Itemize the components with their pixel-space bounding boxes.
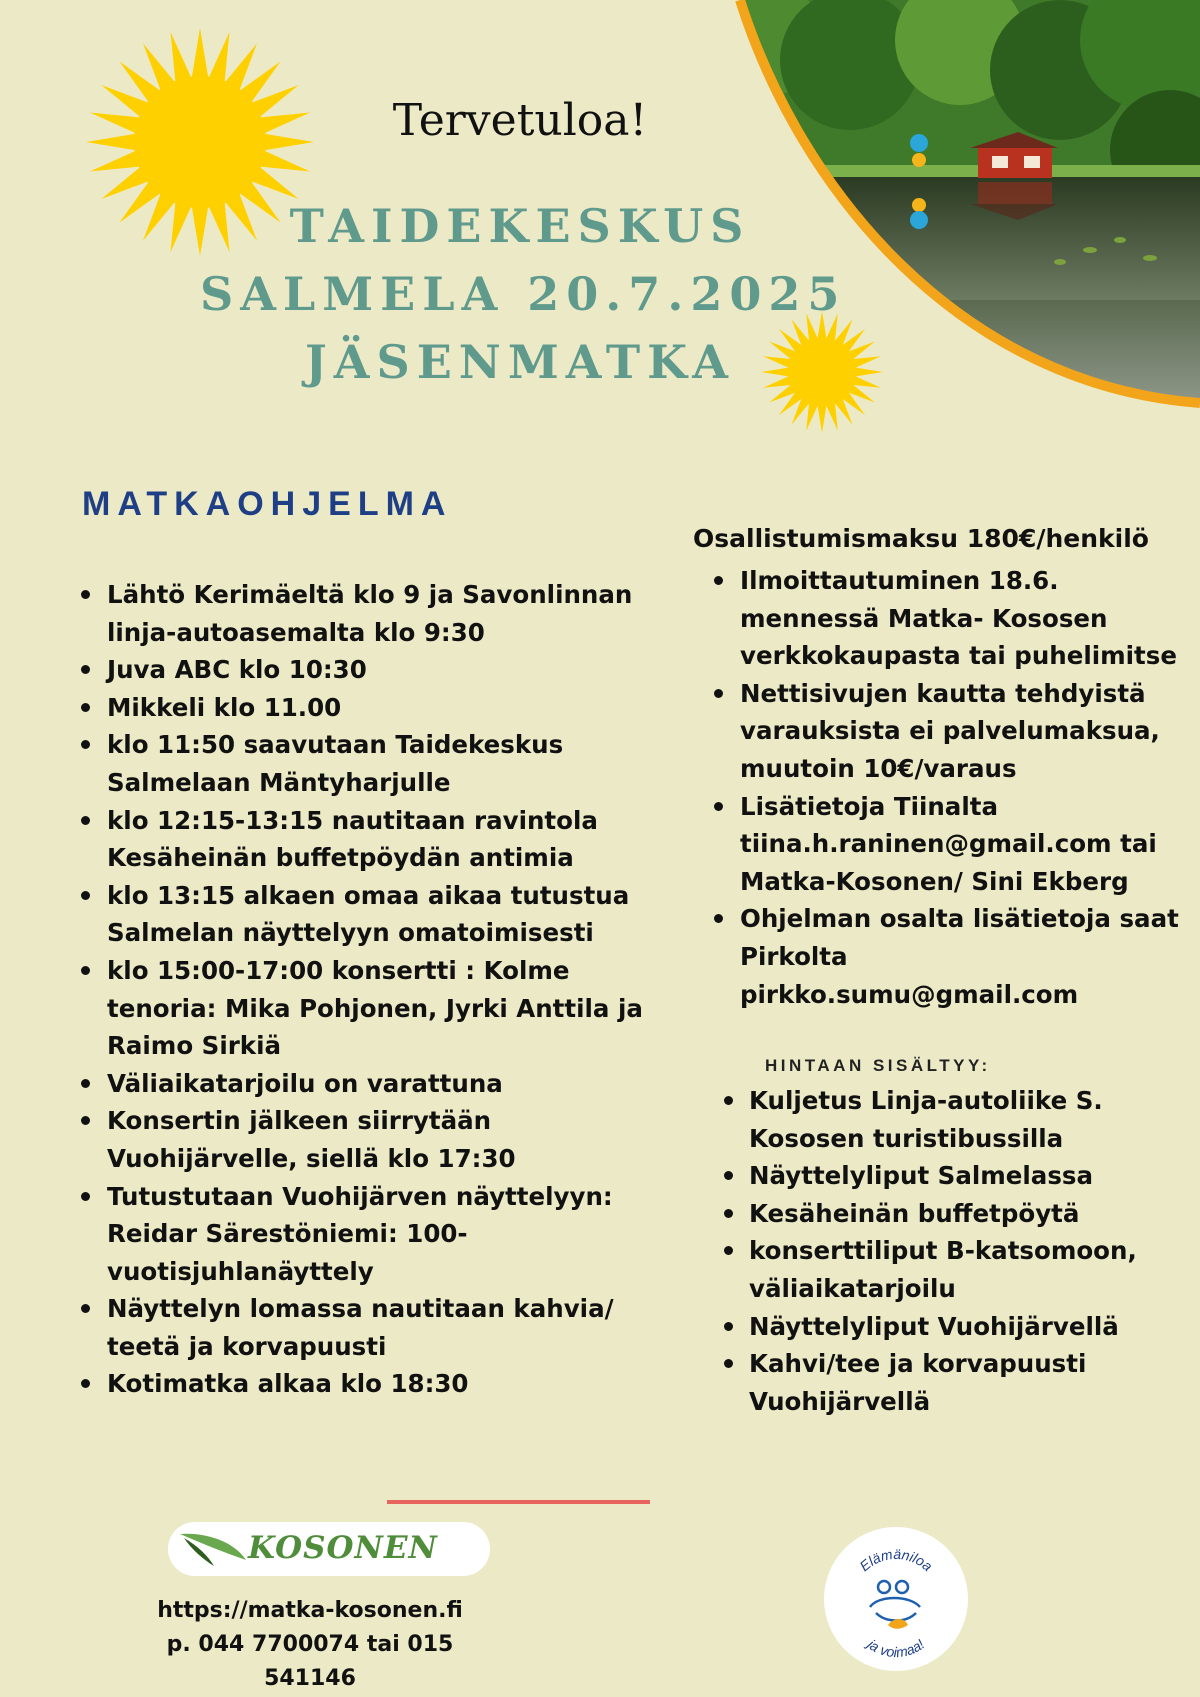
elamaniloa-badge [822, 1525, 970, 1673]
list-item: Lähtö Kerimäeltä klo 9 ja Savonlinnan linja-autoasemalta klo 9:30 [107, 576, 667, 651]
list-item: Ohjelman osalta lisätietoja saat Pirkolta pirkko.sumu@gmail.com [740, 900, 1180, 1013]
contact-info [130, 1594, 490, 1696]
logo-text: KOSONEN [248, 1530, 438, 1566]
list-item: klo 15:00-17:00 konsertti : Kolme tenoria: Mika Pohjonen, Jyrki Anttila ja Raimo Sirkiä [107, 952, 667, 1065]
title-line-1: TAIDEKESKUS [289, 199, 751, 253]
event-title [200, 192, 847, 396]
list-item: klo 11:50 saavutaan Taidekeskus Salmelaan Mäntyharjulle [107, 726, 667, 801]
list-item: Kahvi/tee ja korvapuusti Vuohijärvellä [749, 1345, 1179, 1420]
list-item: Näyttelyliput Salmelassa [749, 1157, 1179, 1195]
list-item: Kuljetus Linja-autoliike S. Kososen turistibussilla [749, 1082, 1179, 1157]
title-line-3: JÄSENMATKA [305, 335, 735, 389]
includes-heading: HINTAAN SISÄLTYY: [765, 1056, 991, 1075]
leaf-logo-icon [178, 1530, 248, 1568]
list-item: Nettisivujen kautta tehdyistä varauksista ei palvelumaksua, muutoin 10€/varaus [740, 675, 1180, 788]
list-item: konserttiliput B-katsomoon, väliaikatarjoilu [749, 1232, 1179, 1307]
list-item: Väliaikatarjoilu on varattuna [107, 1065, 667, 1103]
list-item: klo 13:15 alkaen omaa aikaa tutustua Salmelan näyttelyyn omatoimisesti [107, 877, 667, 952]
badge-bottom-text: ja voimaa! [864, 1636, 928, 1661]
list-item: Mikkeli klo 11.00 [107, 689, 667, 727]
list-item: Ilmoittautuminen 18.6. mennessä Matka- Kososen verkkokaupasta tai puhelimitse [740, 562, 1180, 675]
includes-list [749, 1082, 1179, 1420]
phone-numbers: p. 044 7700074 tai 015 541146 [166, 1632, 454, 1691]
program-heading: MATKAOHJELMA [82, 485, 453, 523]
list-item: Konsertin jälkeen siirrytään Vuohijärvelle, siellä klo 17:30 [107, 1102, 667, 1177]
list-item: Kesäheinän buffetpöytä [749, 1195, 1179, 1233]
list-item: Lisätietoja Tiinalta tiina.h.raninen@gmail.com tai Matka-Kosonen/ Sini Ekberg [740, 788, 1180, 901]
list-item: Juva ABC klo 10:30 [107, 651, 667, 689]
website-link[interactable]: https://matka-kosonen.fi [157, 1598, 463, 1623]
list-item: Tutustutaan Vuohijärven näyttelyyn: Reidar Särestöniemi: 100-vuotisjuhlanäyttely [107, 1178, 667, 1291]
fee-info-list [740, 562, 1180, 1013]
list-item: Näyttelyn lomassa nautitaan kahvia/ teetä ja korvapuusti [107, 1290, 667, 1365]
list-item: Kotimatka alkaa klo 18:30 [107, 1365, 667, 1403]
divider [387, 1500, 650, 1504]
fee-title: Osallistumismaksu 180€/henkilö [693, 524, 1149, 553]
welcome-text: Tervetuloa! [392, 95, 648, 146]
badge-top-text: Elämäniloa [856, 1545, 936, 1575]
title-line-2: SALMELA 20.7.2025 [200, 267, 847, 321]
list-item: klo 12:15-13:15 nautitaan ravintola Kesäheinän buffetpöydän antimia [107, 802, 667, 877]
kosonen-logo [168, 1522, 490, 1576]
program-list [107, 576, 667, 1403]
list-item: Näyttelyliput Vuohijärvellä [749, 1308, 1179, 1346]
